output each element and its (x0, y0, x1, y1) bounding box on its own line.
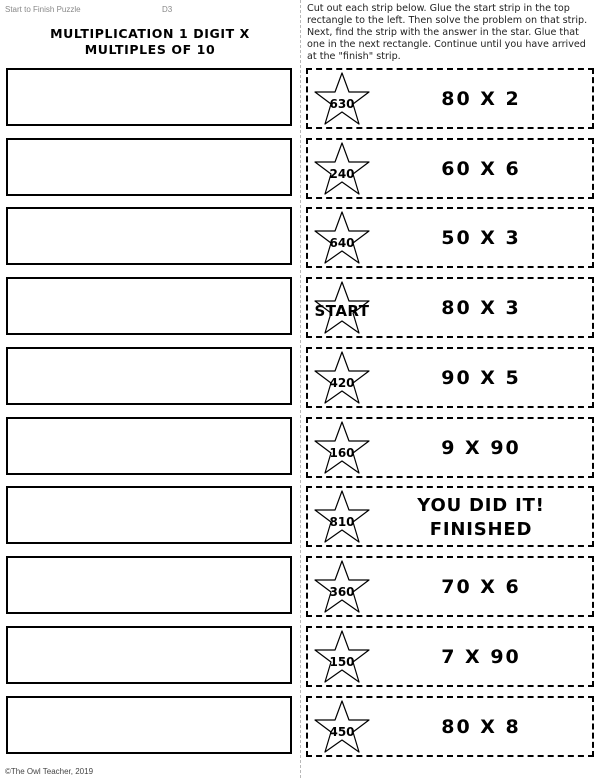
star-icon (312, 280, 372, 337)
star-answer: 640 (329, 235, 355, 250)
finish-line-2: FINISHED (429, 518, 533, 540)
puzzle-strip[interactable] (306, 626, 594, 687)
star-answer: 630 (329, 96, 355, 111)
cut-divider (300, 0, 301, 778)
paste-rectangle[interactable] (6, 626, 292, 684)
star-answer: 150 (329, 654, 355, 669)
star-answer: 240 (329, 166, 355, 181)
star-answer: 810 (329, 514, 355, 529)
puzzle-strip[interactable] (306, 207, 594, 268)
star-icon (312, 141, 372, 198)
strip-problem: 80 X 8 (441, 715, 521, 738)
puzzle-strip[interactable] (306, 68, 594, 129)
title-line-2: MULTIPLES OF 10 (84, 42, 216, 57)
puzzle-strip-start[interactable] (306, 277, 594, 338)
strip-problem: 7 X 90 (441, 645, 521, 668)
copyright-footer: ©The Owl Teacher, 2019 (5, 767, 94, 776)
strip-problem: 60 X 6 (441, 157, 521, 180)
worksheet-title (0, 26, 300, 58)
star-icon (312, 420, 372, 477)
puzzle-strip-finish[interactable] (306, 486, 594, 547)
paste-rectangle[interactable] (6, 417, 292, 475)
paste-rectangle[interactable] (6, 696, 292, 754)
star-answer: 450 (329, 724, 355, 739)
strip-problem: 80 X 2 (441, 87, 521, 110)
paste-rectangle[interactable] (6, 277, 292, 335)
finish-line-1: YOU DID IT! (417, 494, 545, 516)
strip-problem: 50 X 3 (441, 226, 521, 249)
puzzle-strip[interactable] (306, 556, 594, 617)
puzzle-strip[interactable] (306, 417, 594, 478)
strip-problem: 70 X 6 (441, 575, 521, 598)
strip-problem: 90 X 5 (441, 366, 521, 389)
puzzle-strip[interactable] (306, 138, 594, 199)
star-answer: 420 (329, 375, 355, 390)
star-icon (312, 699, 372, 756)
strip-problem: 80 X 3 (441, 296, 521, 319)
paste-rectangle[interactable] (6, 347, 292, 405)
star-icon (312, 350, 372, 407)
worksheet-label: Start to Finish Puzzle (5, 5, 81, 14)
puzzle-strip[interactable] (306, 347, 594, 408)
finish-message (374, 490, 588, 545)
paste-rectangle[interactable] (6, 138, 292, 196)
start-label: START (314, 301, 370, 320)
paste-rectangle[interactable] (6, 556, 292, 614)
worksheet-code: D3 (162, 5, 173, 14)
paste-rectangle[interactable] (6, 68, 292, 126)
star-icon (312, 71, 372, 128)
title-line-1: MULTIPLICATION 1 DIGIT X (50, 26, 250, 41)
star-icon (312, 559, 372, 616)
instructions-text: Cut out each strip below. Glue the start strip in the top rectangle to the left. Then solve the problem on that strip. Next, find the strip with the answer in the star. Glue that one in the next rectangle. Continue until you have arrived at the "finish" strip. (307, 3, 588, 62)
puzzle-strip[interactable] (306, 696, 594, 757)
star-icon (312, 210, 372, 267)
paste-rectangle[interactable] (6, 486, 292, 544)
star-answer: 160 (329, 445, 355, 460)
paste-rectangle[interactable] (6, 207, 292, 265)
strip-problem: 9 X 90 (441, 436, 521, 459)
star-icon (312, 629, 372, 686)
star-icon (312, 489, 372, 546)
star-answer: 360 (329, 584, 355, 599)
